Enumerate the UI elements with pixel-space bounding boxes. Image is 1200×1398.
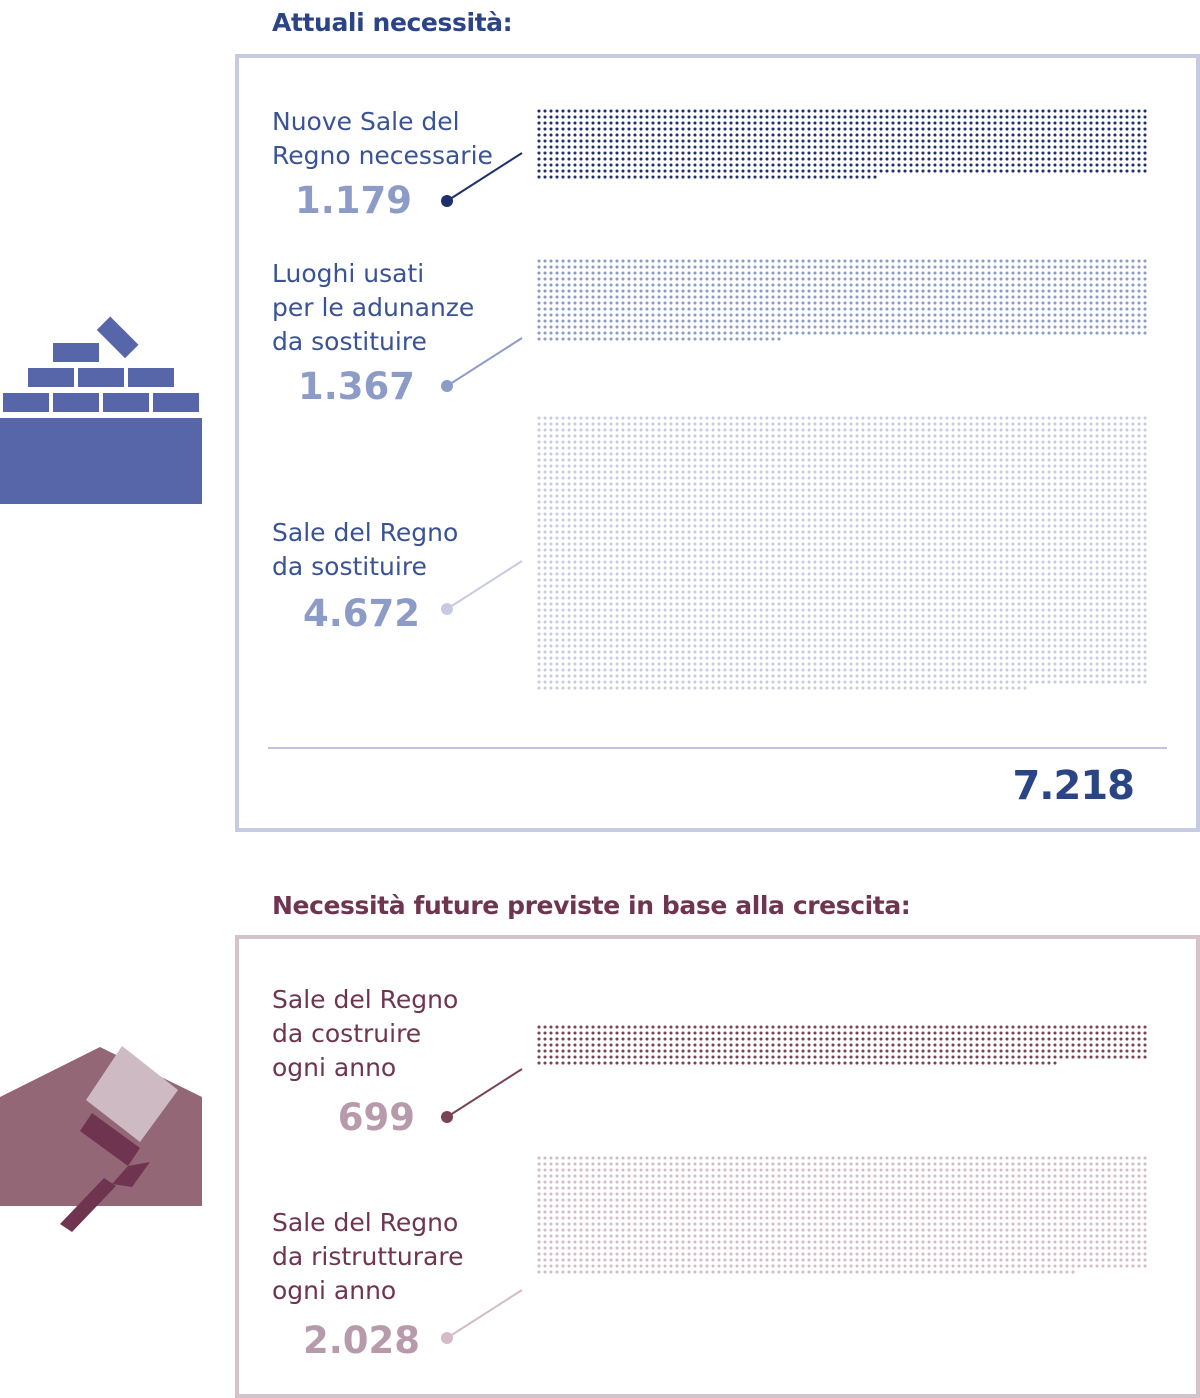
connector-dot-renovate-yearly [441,1332,453,1344]
value-label-renovate-yearly: 2.028 [302,1319,420,1362]
connector-line-meeting-places [447,338,522,386]
bar-build-yearly [537,1025,1146,1064]
category-label-meeting-places: Luoghi usati per le adunanze da sostituire [272,259,475,356]
bar-renovate-yearly [537,1156,1146,1273]
category-label-replace-halls: Sale del Regno da sostituire [272,518,459,581]
current-needs-heading: Attuali necessità: [272,8,513,37]
bar-meeting-places [537,259,1146,340]
bar-new-halls [537,109,1146,178]
future-needs-heading: Necessità future previste in base alla crescita: [272,891,911,920]
connector-line-new-halls [447,153,522,201]
total-value-label: 7.218 [1012,763,1134,809]
value-label-replace-halls: 4.672 [302,592,420,635]
category-label-new-halls: Nuove Sale del Regno necessarie [272,107,493,170]
connector-dot-meeting-places [441,380,453,392]
connector-line-build-yearly [447,1069,522,1117]
value-label-build-yearly: 699 [337,1096,415,1139]
value-label-new-halls: 1.179 [294,179,412,222]
bar-replace-halls [537,416,1146,689]
connector-line-renovate-yearly [447,1290,522,1338]
category-label-renovate-yearly: Sale del Regno da ristrutturare ogni anno [272,1208,464,1305]
connector-dot-replace-halls [441,603,453,615]
value-label-meeting-places: 1.367 [297,365,415,408]
connector-line-replace-halls [447,561,522,609]
category-label-build-yearly: Sale del Regno da costruire ogni anno [272,985,459,1082]
connector-dot-build-yearly [441,1111,453,1123]
connector-dot-new-halls [441,195,453,207]
